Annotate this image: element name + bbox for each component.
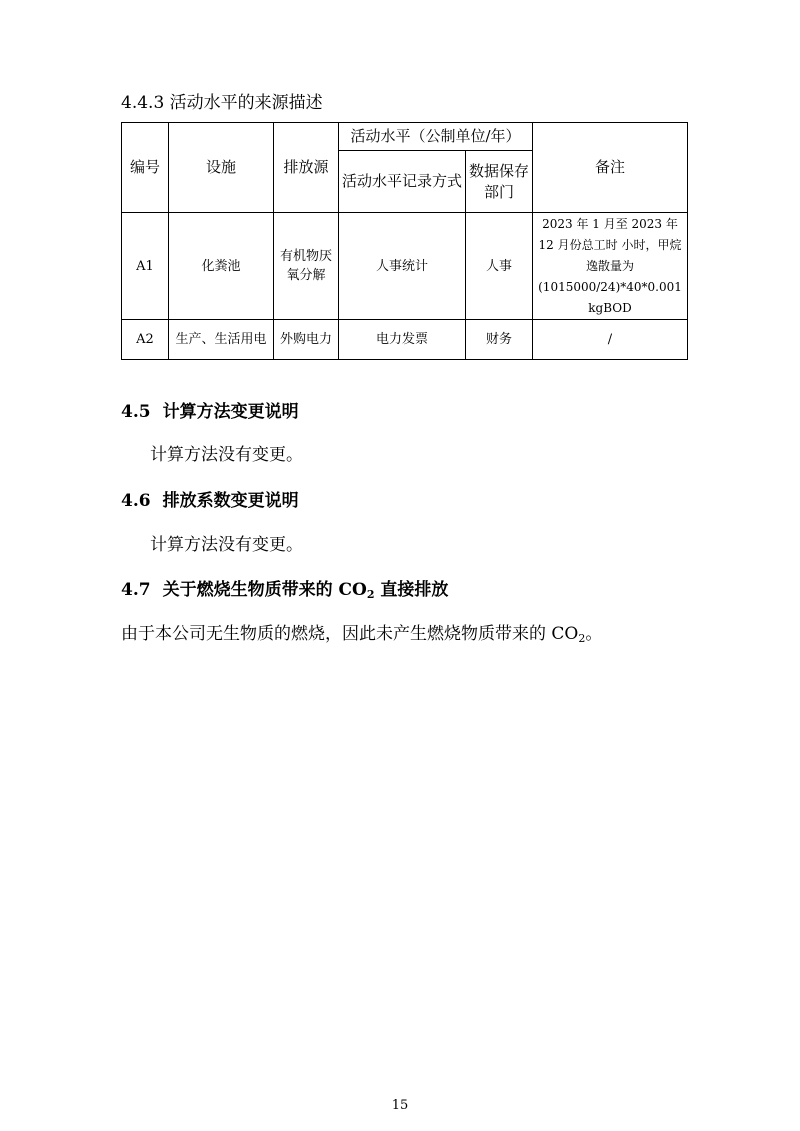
header-record-method: 活动水平记录方式 [339, 151, 466, 213]
row-a2-id: A2 [122, 320, 169, 360]
header-facility: 设施 [169, 123, 274, 213]
row-a1-data-department: 人事 [466, 213, 533, 320]
row-a1-remark: 2023 年 1 月至 2023 年 12 月份总工时 小时，甲烷逸散量为 (1015000/24)*40*0.001 kgBOD [533, 213, 688, 320]
page-number: 15 [391, 1098, 409, 1113]
row-a2-remark: / [533, 320, 688, 360]
header-id: 编号 [122, 123, 169, 213]
section-heading-4-7: 4.7 关于燃烧生物质带来的 $CO_2$ 直接排放 [121, 580, 449, 601]
table-row [122, 320, 688, 360]
row-a1-facility: 化粪池 [169, 213, 274, 320]
row-a2-source: 外购电力 [274, 320, 339, 360]
section-body-4-5: 计算方法没有变更。 [150, 445, 303, 465]
table-row [122, 213, 688, 320]
section-body-4-7: 由于本公司无生物质的燃烧，因此未产生燃烧物质带来的 $CO_2$。 [121, 624, 603, 645]
header-activity-level: 活动水平（公制单位/年） [339, 123, 533, 151]
section-heading-4-5: 4.5 计算方法变更说明 [121, 402, 299, 422]
row-a1-record-method: 人事统计 [339, 213, 466, 320]
header-remark: 备注 [533, 123, 688, 213]
table-title: 4.4.3 活动水平的来源描述 [121, 93, 323, 113]
row-a2-record-method: 电力发票 [339, 320, 466, 360]
section-heading-4-6: 4.6 排放系数变更说明 [121, 491, 299, 511]
activity-source-table [121, 122, 688, 360]
header-source: 排放源 [274, 123, 339, 213]
row-a1-source: 有机物厌氧分解 [274, 213, 339, 320]
section-body-4-6: 计算方法没有变更。 [150, 535, 303, 555]
row-a2-facility: 生产、生活用电 [169, 320, 274, 360]
row-a1-id: A1 [122, 213, 169, 320]
row-a2-data-department: 财务 [466, 320, 533, 360]
header-data-department: 数据保存部门 [466, 151, 533, 213]
